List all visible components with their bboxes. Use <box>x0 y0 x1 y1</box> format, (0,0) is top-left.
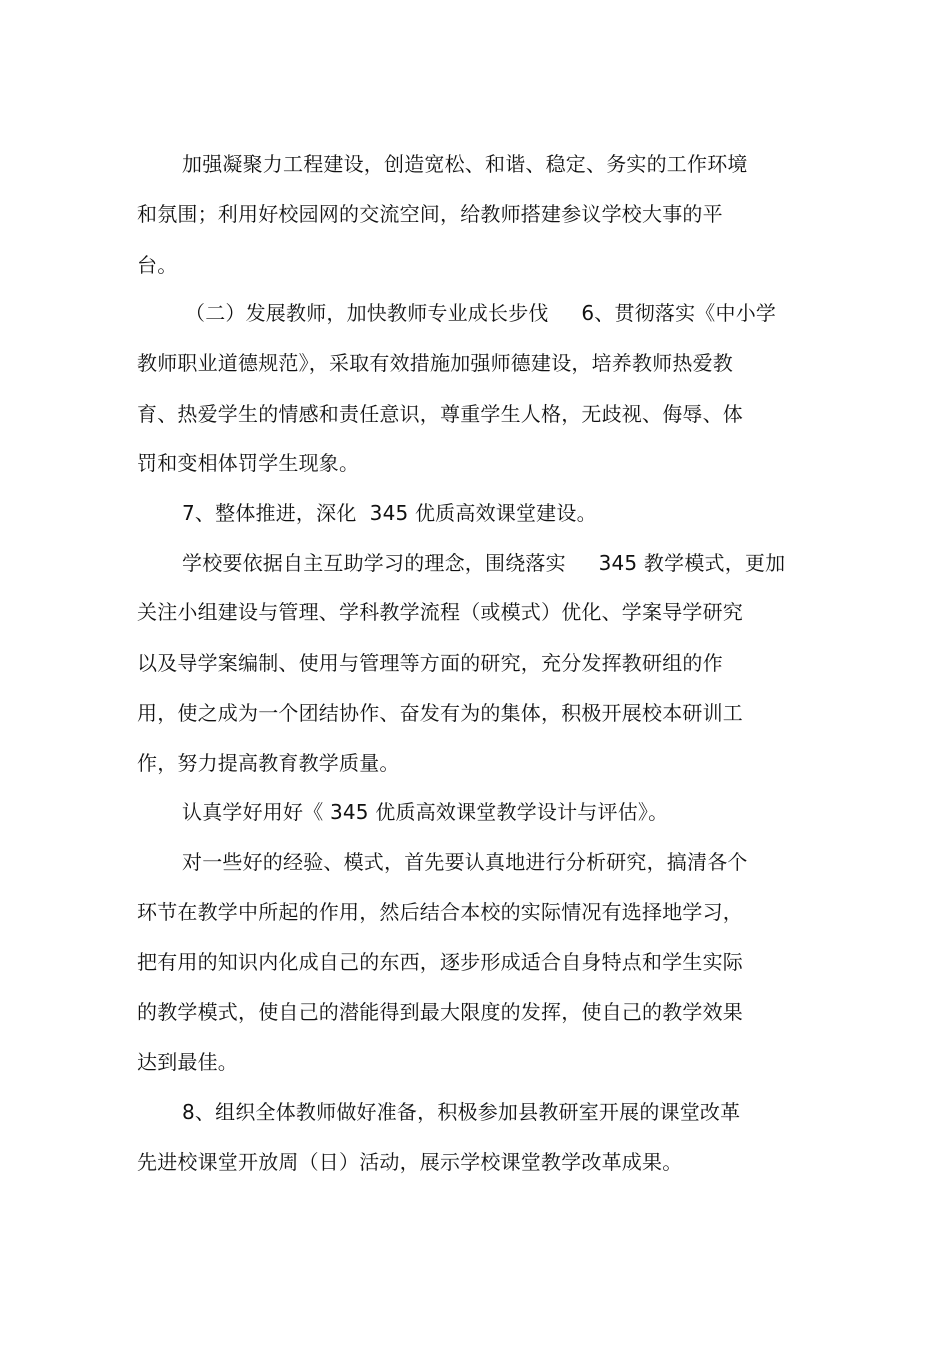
text-line: 作，努力提高教育教学质量。 <box>137 751 400 775</box>
text-line: 把有用的知识内化成自己的东西，逐步形成适合自身特点和学生实际 <box>137 950 743 974</box>
text-line: （二）发展教师，加快教师专业成长步伐 6、贯彻落实《中小学 <box>185 301 777 325</box>
text-line: 的教学模式，使自己的潜能得到最大限度的发挥，使自己的教学效果 <box>137 1000 743 1024</box>
text-line: 台。 <box>137 253 178 277</box>
text-line: 学校要依据自主互助学习的理念，围绕落实 345 教学模式，更加 <box>182 551 786 575</box>
text-line: 对一些好的经验、模式，首先要认真地进行分析研究，搞清各个 <box>182 850 748 874</box>
text-line: 用，使之成为一个团结协作、奋发有为的集体，积极开展校本研训工 <box>137 701 743 725</box>
text-line: 以及导学案编制、使用与管理等方面的研究，充分发挥教研组的作 <box>137 651 723 675</box>
text-line: 认真学好用好《 345 优质高效课堂教学设计与评估》。 <box>182 800 669 824</box>
text-line: 达到最佳。 <box>137 1050 238 1074</box>
text-line: 罚和变相体罚学生现象。 <box>137 451 360 475</box>
text-line: 7、整体推进，深化 345 优质高效课堂建设。 <box>182 501 597 525</box>
text-line: 先进校课堂开放周（日）活动，展示学校课堂教学改革成果。 <box>137 1150 683 1174</box>
text-line: 加强凝聚力工程建设，创造宽松、和谐、稳定、务实的工作环境 <box>182 152 748 176</box>
text-line: 环节在教学中所起的作用，然后结合本校的实际情况有选择地学习， <box>137 900 743 924</box>
text-line: 和氛围；利用好校园网的交流空间，给教师搭建参议学校大事的平 <box>137 202 723 226</box>
text-line: 育、热爱学生的情感和责任意识，尊重学生人格，无歧视、侮辱、体 <box>137 402 743 426</box>
text-line: 关注小组建设与管理、学科教学流程（或模式）优化、学案导学研究 <box>137 600 743 624</box>
text-line: 教师职业道德规范》，采取有效措施加强师德建设，培养教师热爱教 <box>137 351 733 375</box>
text-line: 8、组织全体教师做好准备，积极参加县教研室开展的课堂改革 <box>182 1100 741 1124</box>
